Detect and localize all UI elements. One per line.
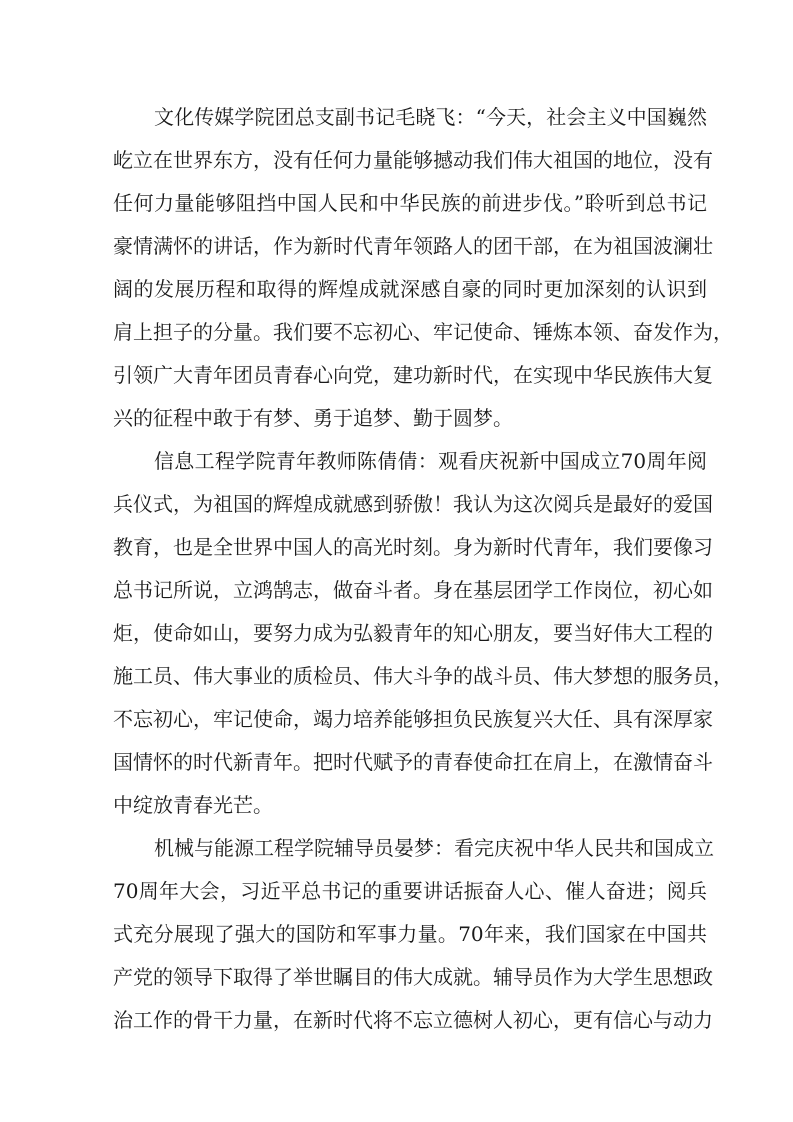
text-line: 中绽放青春光芒。 (113, 793, 273, 817)
text-line: 文化传媒学院团总支副书记毛晓飞：“今天，社会主义中国巍然 (154, 105, 707, 129)
text-line: 炬，使命如山，要努力成为弘毅青年的知心朋友，要当好伟大工程的 (113, 621, 713, 645)
text-line: 机械与能源工程学院辅导员晏梦：看完庆祝中华人民共和国成立 (154, 836, 714, 860)
text-line: 肩上担子的分量。我们要不忘初心、牢记使命、锤炼本领、奋发作为， (113, 320, 733, 344)
text-line: 国情怀的时代新青年。把时代赋予的青春使命扛在肩上，在激情奋斗 (113, 750, 713, 774)
text-line: 70周年大会，习近平总书记的重要讲话振奋人心、催人奋进；阅兵 (113, 879, 707, 903)
text-line: 屹立在世界东方，没有任何力量能够撼动我们伟大祖国的地位，没有 (113, 148, 713, 172)
text-line: 产党的领导下取得了举世瞩目的伟大成就。辅导员作为大学生思想政 (113, 965, 713, 989)
text-line: 引领广大青年团员青春心向党，建功新时代，在实现中华民族伟大复 (113, 363, 713, 387)
text-line: 阔的发展历程和取得的辉煌成就深感自豪的同时更加深刻的认识到 (113, 277, 707, 301)
text-line: 治工作的骨干力量，在新时代将不忘立德树人初心，更有信心与动力 (113, 1008, 713, 1032)
text-line: 兵仪式，为祖国的辉煌成就感到骄傲！我认为这次阅兵是最好的爱国 (113, 492, 713, 516)
text-line: 式充分展现了强大的国防和军事力量。70年来，我们国家在中国共 (113, 922, 707, 946)
text-line: 豪情满怀的讲话，作为新时代青年领路人的团干部，在为祖国波澜壮 (113, 234, 713, 258)
text-line: 不忘初心，牢记使命，竭力培养能够担负民族复兴大任、具有深厚家 (113, 707, 713, 731)
text-line: 信息工程学院青年教师陈倩倩：观看庆祝新中国成立70周年阅 (154, 449, 707, 473)
text-line: 兴的征程中敢于有梦、勇于追梦、勤于圆梦。 (113, 406, 513, 430)
text-line: 任何力量能够阻挡中国人民和中华民族的前进步伐。”聆听到总书记 (113, 191, 707, 215)
text-line: 总书记所说，立鸿鹄志，做奋斗者。身在基层团学工作岗位，初心如 (113, 578, 713, 602)
text-line: 施工员、伟大事业的质检员、伟大斗争的战斗员、伟大梦想的服务员， (113, 664, 733, 688)
text-line: 教育，也是全世界中国人的高光时刻。身为新时代青年，我们要像习 (113, 535, 713, 559)
